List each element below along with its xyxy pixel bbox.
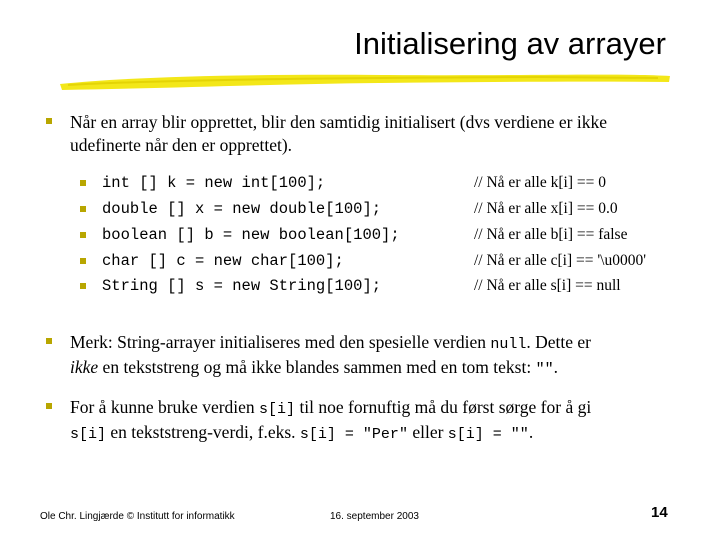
emphasis-ikke: ikke: [70, 357, 99, 377]
page-number: 14: [651, 504, 668, 521]
text-segment: en tekststreng og må ikke blandes sammen med en tom tekst:: [98, 357, 536, 377]
code-line-boolean: boolean [] b = new boolean[100];: [102, 226, 400, 244]
sub-bullet-marker: [80, 283, 86, 289]
bullet-text-initialization: [70, 111, 690, 157]
sub-bullet-marker: [80, 206, 86, 212]
bullet-line: udefinerte når den er opprettet).: [70, 135, 293, 155]
comment-char: // Nå er alle c[i] == '\u0000': [474, 252, 646, 269]
text-segment: Merk: String-arrayer initialiseres med den spesielle verdien: [70, 332, 491, 352]
bullet-marker: [46, 403, 52, 409]
title-highlight-stroke: [58, 70, 672, 92]
code-line-double: double [] x = new double[100];: [102, 200, 382, 218]
bullet-marker: [46, 338, 52, 344]
footer-author: Ole Chr. Lingjærde © Institutt for informatikk: [40, 511, 235, 522]
sub-bullet-marker: [80, 180, 86, 186]
bullet-line: Når en array blir opprettet, blir den samtidig initialisert (dvs verdiene er ikke: [70, 112, 607, 132]
code-si: s[i]: [70, 426, 107, 443]
code-si: s[i]: [259, 401, 296, 418]
comment-boolean: // Nå er alle b[i] == false: [474, 226, 628, 243]
code-line-char: char [] c = new char[100];: [102, 252, 344, 270]
code-line-string: String [] s = new String[100];: [102, 277, 382, 295]
code-null: null: [490, 336, 527, 353]
comment-int: // Nå er alle k[i] == 0: [474, 174, 606, 191]
sub-bullet-marker: [80, 232, 86, 238]
comment-double: // Nå er alle x[i] == 0.0: [474, 200, 618, 217]
sub-bullet-marker: [80, 258, 86, 264]
code-line-int: int [] k = new int[100];: [102, 174, 326, 192]
text-segment: til noe fornuftig må du først sørge for å gi: [295, 397, 592, 417]
bullet-marker: [46, 118, 52, 124]
text-segment: .: [528, 422, 534, 442]
bullet-text-usage: [70, 396, 690, 446]
footer-date: 16. september 2003: [330, 511, 419, 522]
slide-title: Initialisering av arrayer: [354, 26, 666, 61]
text-segment: .: [553, 357, 558, 377]
bullet-text-null-note: [70, 331, 690, 381]
text-segment: en tekststreng-verdi, f.eks.: [106, 422, 300, 442]
code-assign-per: s[i] = "Per": [299, 426, 408, 443]
code-empty-string: "": [535, 361, 554, 378]
text-segment: . Dette er: [526, 332, 591, 352]
text-segment: eller: [407, 422, 448, 442]
text-segment: For å kunne bruke verdien: [70, 397, 260, 417]
code-assign-empty: s[i] = "": [447, 426, 529, 443]
comment-string: // Nå er alle s[i] == null: [474, 277, 621, 294]
